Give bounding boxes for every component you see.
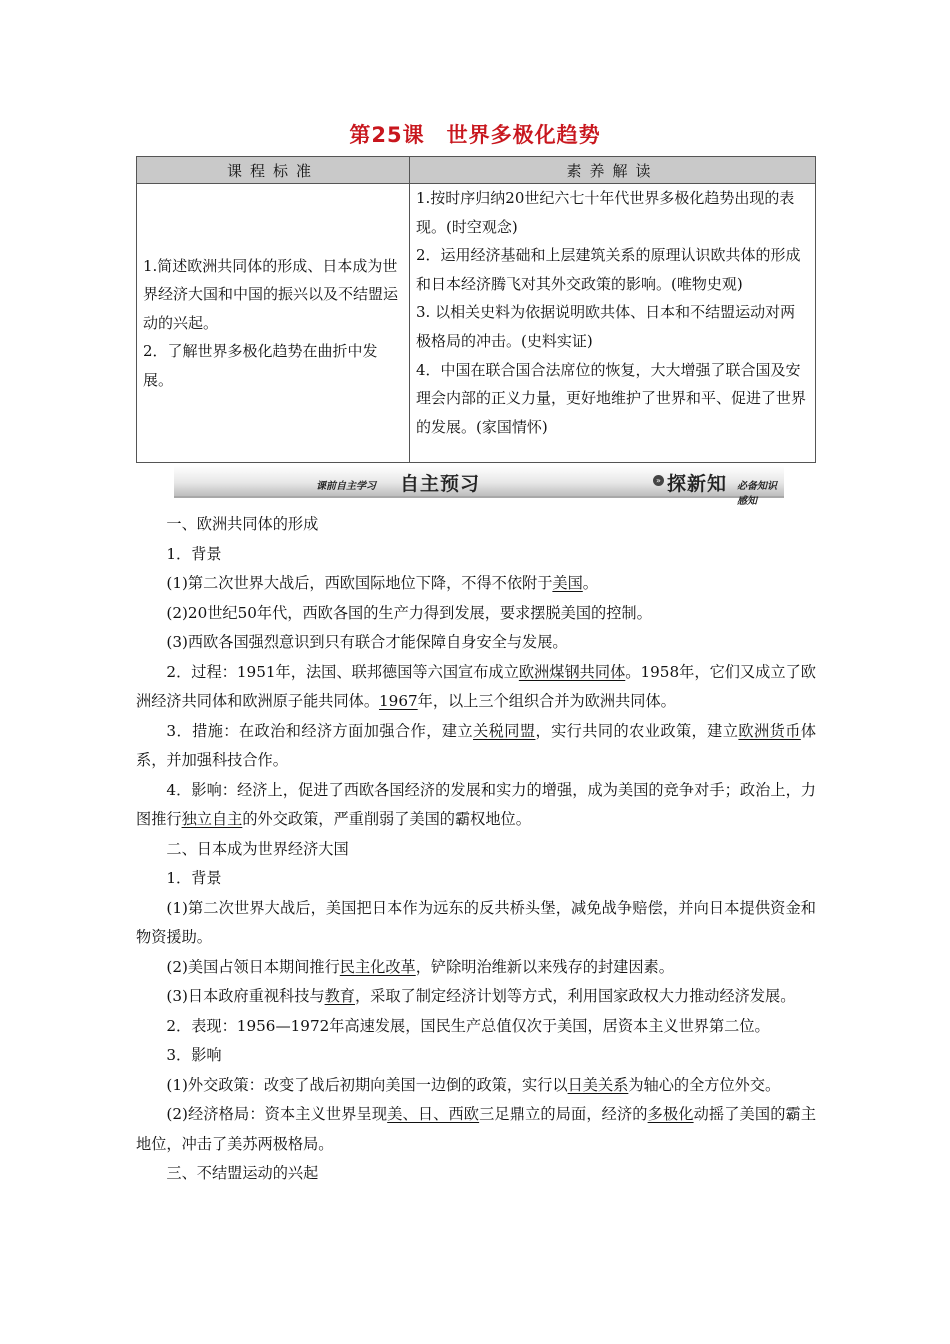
paragraph-text: (3)日本政府重视科技与 <box>166 987 325 1005</box>
body-paragraph <box>136 835 816 865</box>
underlined-answer: 教育 <box>324 987 355 1005</box>
paragraph-text: 二、日本成为世界经济大国 <box>166 839 349 858</box>
paragraph-text: 3．措施：在政治和经济方面加强合作，建立 <box>166 721 474 740</box>
lesson-body <box>136 510 816 1189</box>
body-paragraph <box>136 1071 816 1101</box>
body-paragraph <box>136 1159 816 1189</box>
body-paragraph <box>136 569 816 599</box>
arrow-icon: » <box>653 475 664 486</box>
underlined-answer: 独立自主 <box>181 810 243 828</box>
body-paragraph <box>136 776 816 835</box>
paragraph-text: 1．背景 <box>166 869 222 887</box>
underlined-answer: 日美关系 <box>567 1075 629 1094</box>
paragraph-text: 一、欧洲共同体的形成 <box>166 515 319 533</box>
body-paragraph <box>136 540 816 570</box>
literacy-item: 4．中国在联合国合法席位的恢复，大大增强了联合国及安理会内部的正义力量，更好地维护了世界和平、促进了世界的发展。(家国情怀) <box>416 360 807 436</box>
paragraph-text: ，采取了制定经济计划等方式，利用国家政权大力推动经济发展。 <box>354 987 796 1005</box>
page-title: 第25课 世界多极化趋势 <box>349 123 601 147</box>
literacy-item: 2．运用经济基础和上层建筑关系的原理认识欧共体的形成和日本经济腾飞对其外交政策的影响。(唯物史观) <box>416 246 801 293</box>
paragraph-text: 。1958年，它们又成立了欧洲经济共同体和欧洲原子能共同体。 <box>136 662 816 710</box>
paragraph-text: (2)20世纪50年代，西欧各国的生产力得到发展，要求摆脱美国的控制。 <box>166 603 652 622</box>
underlined-answer: 欧洲煤钢共同体 <box>518 662 626 681</box>
body-paragraph <box>136 894 816 953</box>
body-paragraph <box>136 1012 816 1042</box>
banner-left-caption: 课前自主学习 <box>316 481 376 492</box>
paragraph-text: 年，以上三个组织合并为欧洲共同体。 <box>417 692 676 710</box>
body-paragraph <box>136 982 816 1012</box>
body-paragraph <box>136 510 816 540</box>
paragraph-text: 3．影响 <box>166 1046 222 1064</box>
header-curriculum-standards: 课程标准 <box>137 157 410 184</box>
paragraph-text: 三、不结盟运动的兴起 <box>166 1164 319 1182</box>
underlined-answer: 关税同盟 <box>473 721 536 740</box>
literacy-item: 1.按时序归纳20世纪六七十年代世界多极化趋势出现的表现。(时空观念) <box>416 189 795 236</box>
paragraph-text: 三足鼎立的局面，经济的 <box>479 1105 648 1123</box>
paragraph-text: 2．过程：1951年，法国、联邦德国等六国宣布成立 <box>166 662 519 681</box>
paragraph-text: 的外交政策，严重削弱了美国的霸权地位。 <box>242 810 531 828</box>
literacy-interpretation-cell <box>410 184 816 463</box>
underlined-answer: 美国 <box>552 574 583 592</box>
body-paragraph <box>136 864 816 894</box>
standard-item: 1.简述欧洲共同体的形成、日本成为世界经济大国和中国的振兴以及不结盟运动的兴起。 <box>143 256 399 332</box>
section-banner <box>174 466 784 507</box>
paragraph-text: ，实行共同的农业政策，建立 <box>535 721 739 740</box>
paragraph-text: 4．影响：经济上，促进了西欧各国经济的发展和实力的增强，成为美国的竞争对手；政治上，力图推行 <box>136 780 816 828</box>
body-paragraph <box>136 599 816 629</box>
underlined-answer: 美、日、西欧 <box>387 1105 480 1123</box>
paragraph-text: 动摇了美国的霸主地位，冲击了美苏两极格局。 <box>136 1105 817 1153</box>
banner-title-left: 自主预习 <box>400 473 481 495</box>
paragraph-text: (1)第二次世界大战后，西欧国际地位下降，不得不依附于 <box>166 574 553 592</box>
underlined-answer: 多极化 <box>647 1105 694 1123</box>
body-paragraph <box>136 717 816 776</box>
paragraph-text: (3)西欧各国强烈意识到只有联合才能保障自身安全与发展。 <box>166 633 568 651</box>
paragraph-text: ，铲除明治维新以来残存的封建因素。 <box>415 957 674 976</box>
underlined-answer: 1967 <box>379 692 418 710</box>
curriculum-standards-table <box>136 156 816 463</box>
paragraph-text: (2)美国占领日本期间推行 <box>166 957 340 976</box>
standard-item: 2．了解世界多极化趋势在曲折中发展。 <box>143 342 378 389</box>
curriculum-standards-cell <box>137 184 410 463</box>
header-literacy-interpretation: 素养解读 <box>410 157 816 184</box>
body-paragraph <box>136 628 816 658</box>
literacy-item: 3. 以相关史料为依据说明欧共体、日本和不结盟运动对两极格局的冲击。(史料实证) <box>416 303 796 350</box>
paragraph-text: (2)经济格局：资本主义世界呈现 <box>166 1105 388 1123</box>
paragraph-text: 1．背景 <box>166 544 222 563</box>
body-paragraph <box>136 953 816 983</box>
underlined-answer: 欧洲货币 <box>738 721 801 740</box>
body-paragraph <box>136 1041 816 1071</box>
underlined-answer: 民主化改革 <box>339 957 416 976</box>
banner-right-caption: 必备知识感知 <box>737 481 777 507</box>
body-paragraph <box>136 1100 816 1159</box>
body-paragraph <box>136 658 816 717</box>
paragraph-text: 。 <box>582 574 598 592</box>
paragraph-text: (1)第二次世界大战后，美国把日本作为远东的反共桥头堡，减免战争赔偿，并向日本提供资金和物资援助。 <box>136 898 816 946</box>
banner-title-right: 探新知 <box>667 473 728 495</box>
paragraph-text: 体系，并加强科技合作。 <box>136 721 817 769</box>
paragraph-text: (1)外交政策：改变了战后初期向美国一边倒的政策，实行以 <box>166 1075 568 1094</box>
paragraph-text: 2．表现：1956—1972年高速发展，国民生产总值仅次于美国，居资本主义世界第二位。 <box>166 1016 770 1035</box>
paragraph-text: 为轴心的全方位外交。 <box>628 1075 781 1094</box>
